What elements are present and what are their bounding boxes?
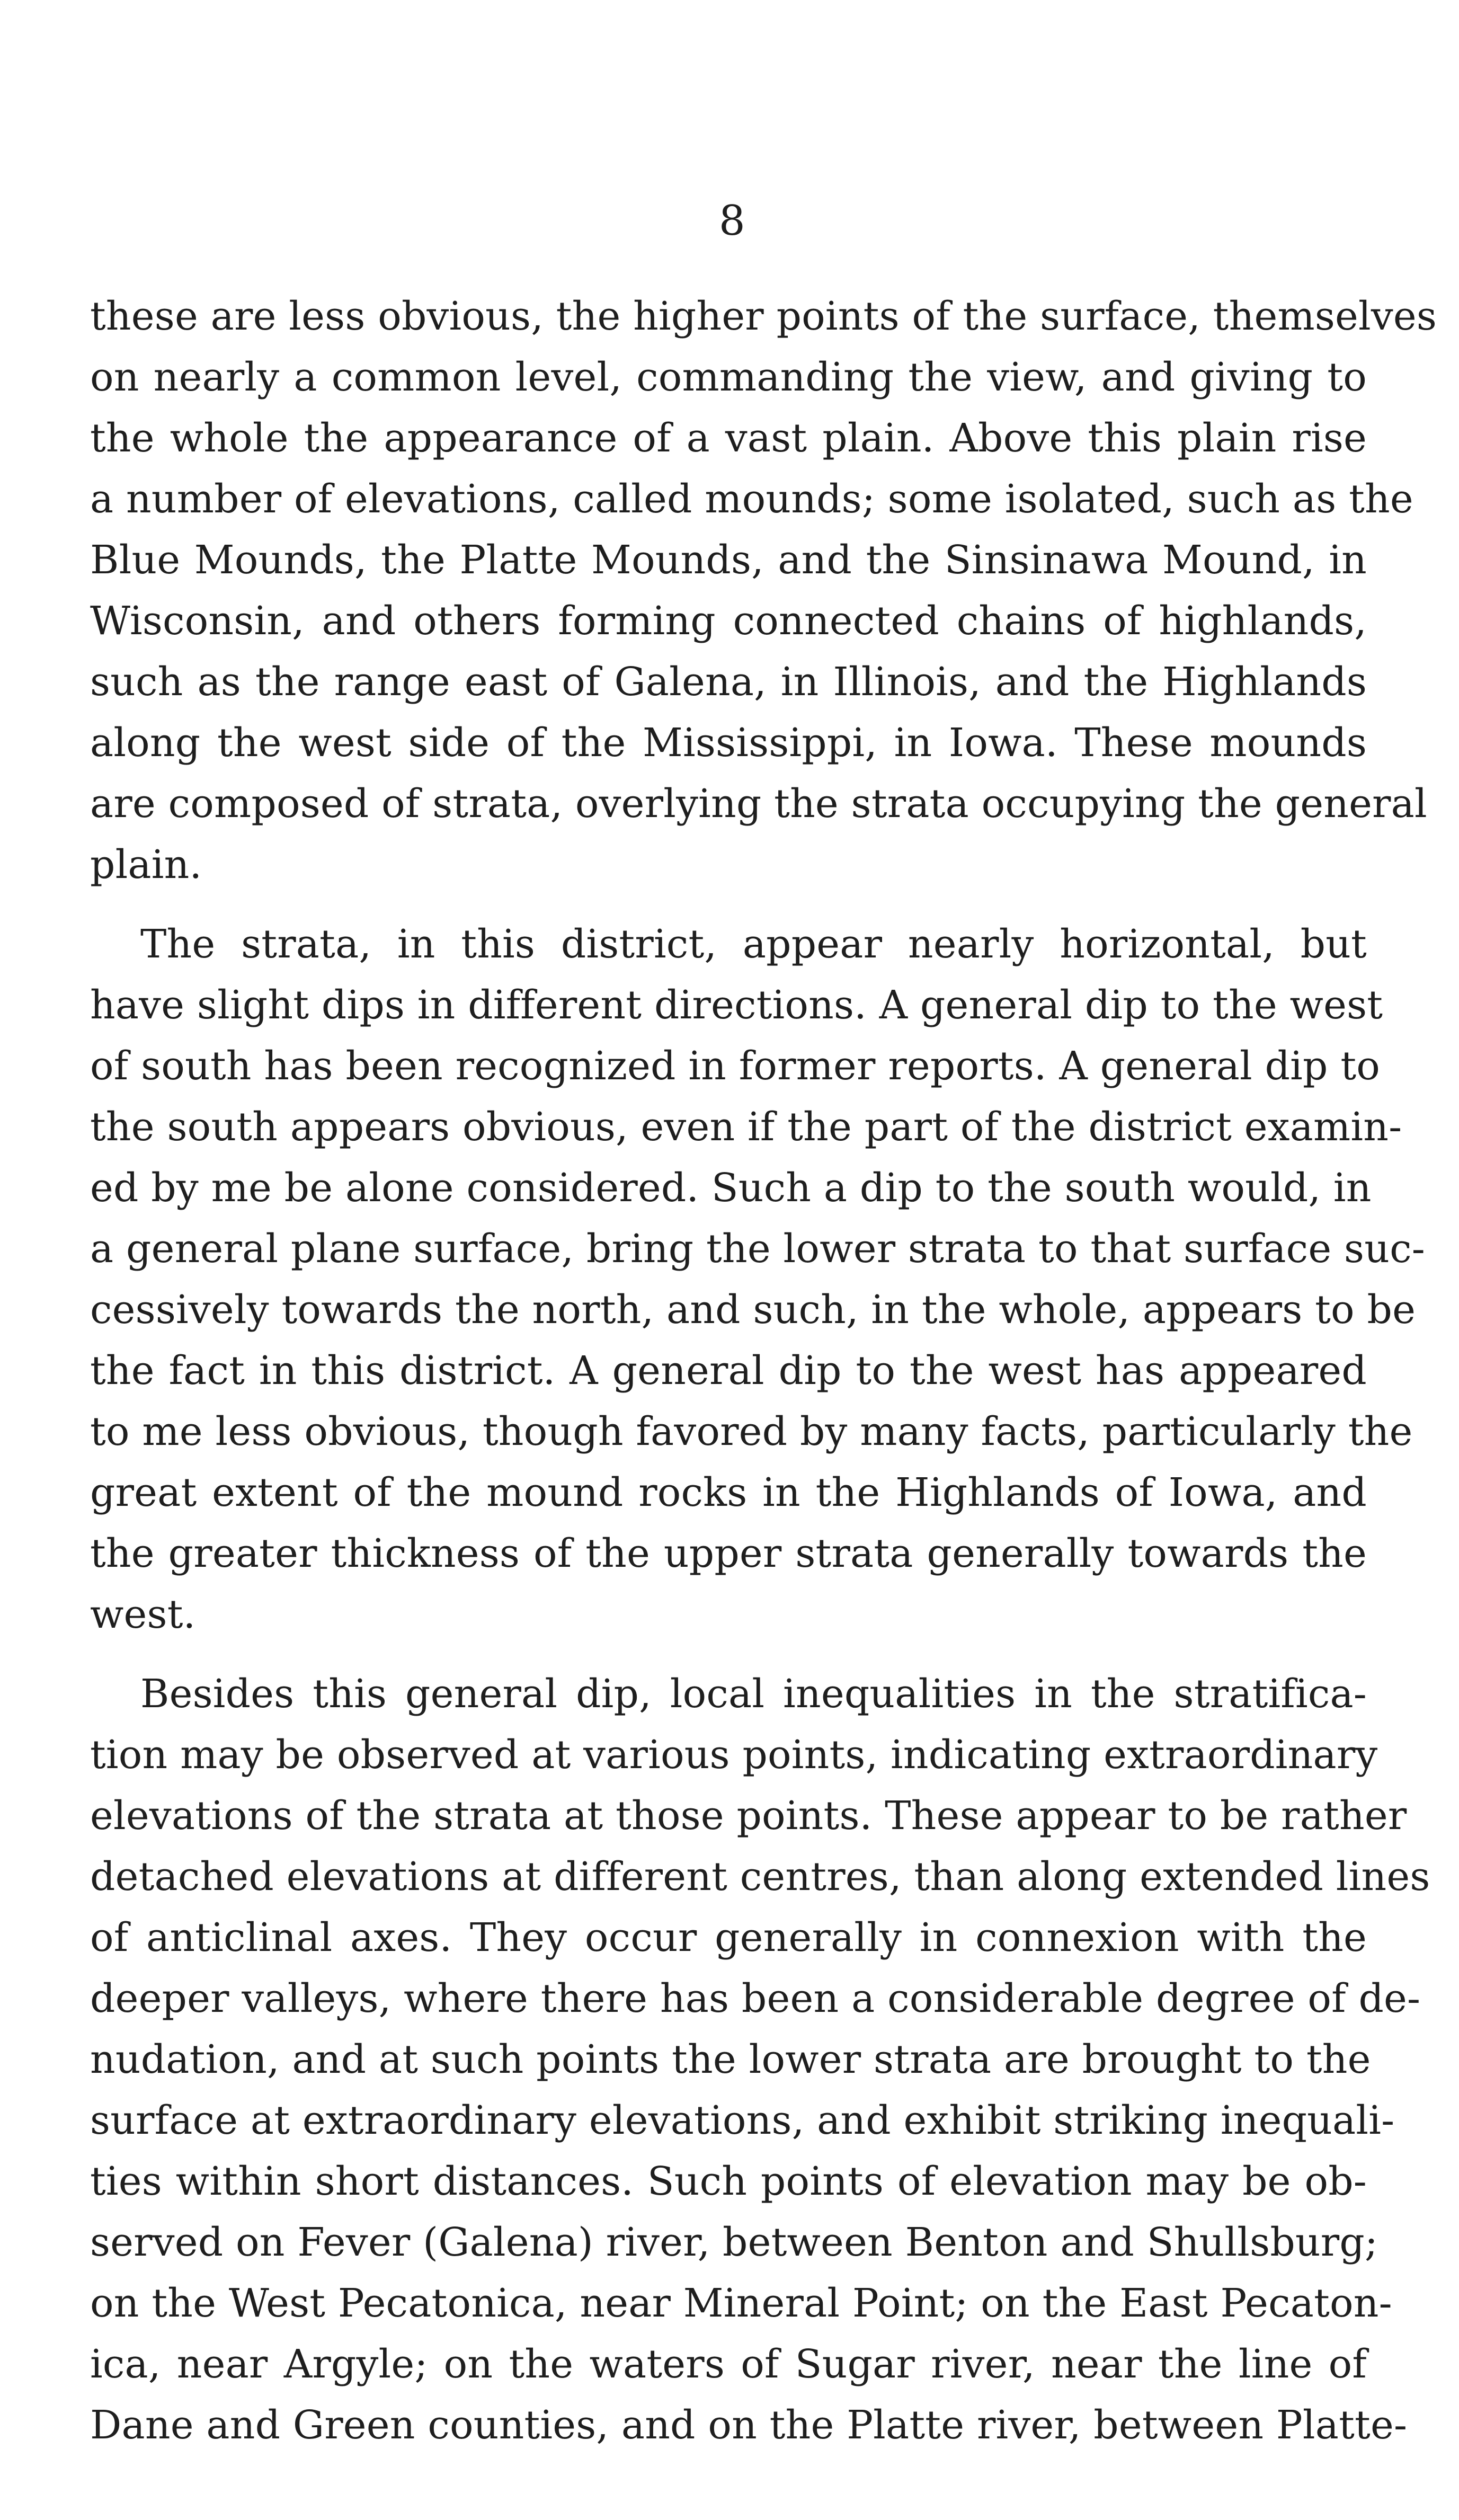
- text-line: a number of elevations, called mounds; some isolated, such as the: [90, 476, 1413, 522]
- text-line: cessively towards the north, and such, in the whole, appears to be: [90, 1287, 1416, 1333]
- text-line: these are less obvious, the higher points of the surface, themselves: [90, 294, 1437, 339]
- text-line: such as the range east of Galena, in Illinois, and the Highlands: [90, 659, 1367, 705]
- text-line: the whole the appearance of a vast plain. Above this plain rise: [90, 415, 1367, 461]
- text-line: west.: [90, 1592, 196, 1637]
- text-line: the greater thickness of the upper strata generally towards the: [90, 1531, 1367, 1576]
- text-line: are composed of strata, overlying the strata occupying the general: [90, 781, 1427, 827]
- text-line: Blue Mounds, the Platte Mounds, and the Sinsinawa Mound, in: [90, 537, 1367, 583]
- text-line: ties within short distances. Such points of elevation may be ob-: [90, 2159, 1367, 2204]
- text-line: elevations of the strata at those points. These appear to be rather: [90, 1793, 1407, 1839]
- text-line: the south appears obvious, even if the part of the district examin-: [90, 1104, 1402, 1150]
- text-line: on nearly a common level, commanding the view, and giving to: [90, 354, 1367, 400]
- text-line: ed by me be alone considered. Such a dip to the south would, in: [90, 1165, 1372, 1211]
- text-line: ica, near Argyle; on the waters of Sugar river, near the line of: [90, 2341, 1367, 2387]
- text-line: great extent of the mound rocks in the Highlands of Iowa, and: [90, 1470, 1367, 1515]
- text-line: Wisconsin, and others forming connected chains of highlands,: [90, 598, 1367, 644]
- text-line: to me less obvious, though favored by many facts, particularly the: [90, 1409, 1413, 1454]
- text-line: Dane and Green counties, and on the Platte river, between Platte-: [90, 2402, 1408, 2448]
- text-line: Besides this general dip, local inequalities in the stratifica-: [140, 1671, 1367, 1717]
- text-line: detached elevations at different centres, than along extended lines: [90, 1854, 1430, 1900]
- text-line: served on Fever (Galena) river, between Benton and Shullsburg;: [90, 2220, 1378, 2265]
- text-line: plain.: [90, 842, 202, 888]
- text-line: deeper valleys, where there has been a considerable degree of de-: [90, 1976, 1421, 2021]
- text-line: tion may be observed at various points, indicating extraordinary: [90, 1732, 1378, 1778]
- text-line: nudation, and at such points the lower strata are brought to the: [90, 2037, 1371, 2082]
- text-line: of anticlinal axes. They occur generally in connexion with the: [90, 1915, 1367, 1960]
- text-line: surface at extraordinary elevations, and exhibit striking inequali-: [90, 2098, 1395, 2143]
- text-line: a general plane surface, bring the lower strata to that surface suc-: [90, 1226, 1425, 1272]
- page-number: 8: [719, 197, 745, 245]
- text-line: The strata, in this district, appear nearly horizontal, but: [140, 921, 1367, 967]
- text-line: have slight dips in different directions. A general dip to the west: [90, 982, 1383, 1028]
- text-line: the fact in this district. A general dip to the west has appeared: [90, 1348, 1367, 1394]
- text-line: of south has been recognized in former reports. A general dip to: [90, 1043, 1381, 1089]
- text-line: on the West Pecatonica, near Mineral Point; on the East Pecaton-: [90, 2281, 1392, 2326]
- text-line: along the west side of the Mississippi, in Iowa. These mounds: [90, 720, 1367, 766]
